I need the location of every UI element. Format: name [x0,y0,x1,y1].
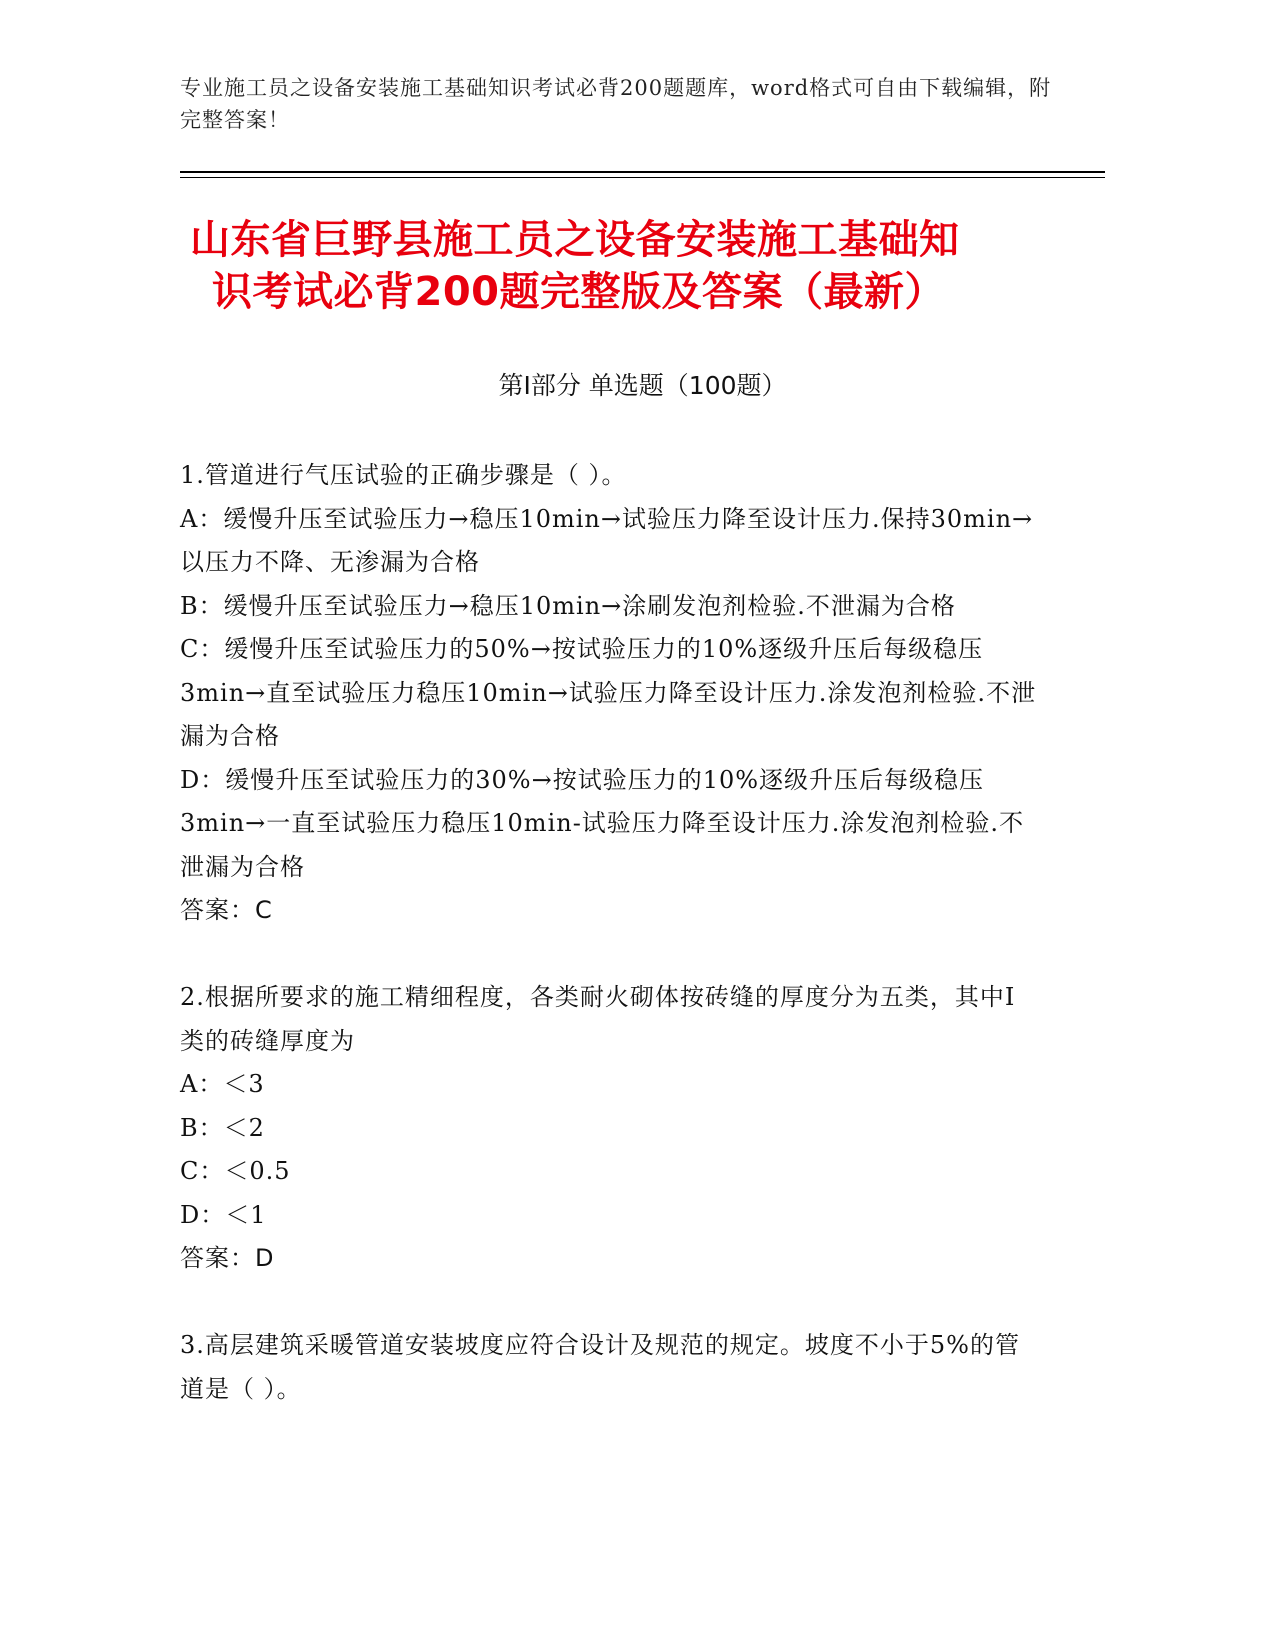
document-title-line2: 识考试必背200题完整版及答案（最新） [212,269,945,315]
option-a: A：＜3 [180,1070,265,1098]
question-1 [180,454,1040,933]
option-d: D：缓慢升压至试验压力的30%→按试验压力的10%逐级升压后每级稳压3min→一直至试验压力稳压10min-试验压力降至设计压力.涂发泡剂检验.不泄漏为合格 [180,765,1025,881]
section-title: 第Ⅰ部分 单选题（100题） [498,371,787,400]
question-stem: 1.管道进行气压试验的正确步骤是（ ）。 [180,461,627,489]
answer: 答案：D [180,1244,275,1272]
answer: 答案：C [180,896,273,924]
header-note: 专业施工员之设备安装施工基础知识考试必背200题题库，word格式可自由下载编辑，附完整答案！ [180,76,1052,132]
document-title-line1: 山东省巨野县施工员之设备安装施工基础知 [190,217,960,263]
option-b: B：＜2 [180,1113,265,1142]
option-c: C：＜0.5 [180,1157,291,1185]
option-d: D：＜1 [180,1200,267,1229]
question-stem: 3.高层建筑采暖管道安装坡度应符合设计及规范的规定。坡度不小于5%的管道是（ ）。 [180,1331,1020,1403]
question-2 [180,976,1040,1281]
header-divider-thin [180,177,1105,178]
question-3 [180,1324,1040,1411]
option-a: A：缓慢升压至试验压力→稳压10min→试验压力降至设计压力.保持30min→以压力不降、无渗漏为合格 [180,504,1034,576]
option-c: C：缓慢升压至试验压力的50%→按试验压力的10%逐级升压后每级稳压3min→直至试验压力稳压10min→试验压力降至设计压力.涂发泡剂检验.不泄漏为合格 [180,635,1037,750]
header-divider-thick [180,171,1105,173]
document-title [190,214,1090,318]
question-stem: 2.根据所要求的施工精细程度，各类耐火砌体按砖缝的厚度分为五类，其中Ⅰ类的砖缝厚度为 [180,983,1016,1055]
option-b: B：缓慢升压至试验压力→稳压10min→涂刷发泡剂检验.不泄漏为合格 [180,591,956,620]
